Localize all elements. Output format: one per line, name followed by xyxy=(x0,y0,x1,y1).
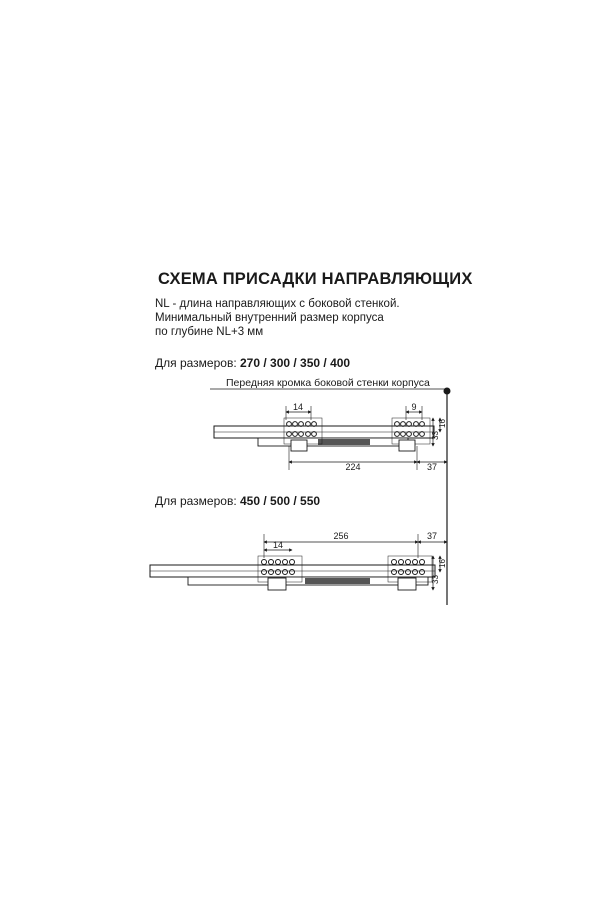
sizes-values: 450 / 500 / 550 xyxy=(240,494,321,508)
dim-height-b: 16 xyxy=(438,419,447,428)
sizes-prefix: Для размеров: xyxy=(155,494,237,508)
page-title: СХЕМА ПРИСАДКИ НАПРАВЛЯЮЩИХ xyxy=(158,270,473,288)
dim-right: 9 xyxy=(411,402,417,412)
dim-spacing: 14 xyxy=(272,540,284,550)
dim-length: 256 xyxy=(333,531,349,541)
dim-height-a: 33 xyxy=(431,431,440,440)
sizes-prefix: Для размеров: xyxy=(155,356,237,370)
dim-height-b: 16 xyxy=(438,559,447,568)
dim-spacing: 14 xyxy=(292,402,304,412)
description-line: NL - длина направляющих с боковой стенкой. xyxy=(155,298,400,310)
sizes-values: 270 / 300 / 350 / 400 xyxy=(240,356,351,370)
slide-diagram-2 xyxy=(150,531,447,590)
dim-offset: 37 xyxy=(426,531,438,541)
slide-diagram-1 xyxy=(214,402,447,472)
description-line: Минимальный внутренний размер корпуса xyxy=(155,312,384,324)
dim-offset: 37 xyxy=(426,462,438,472)
front-edge-label: Передняя кромка боковой стенки корпуса xyxy=(226,377,430,389)
description-line: по глубине NL+3 мм xyxy=(155,326,264,338)
dim-height-a: 33 xyxy=(431,575,440,584)
dim-length: 224 xyxy=(345,462,361,472)
